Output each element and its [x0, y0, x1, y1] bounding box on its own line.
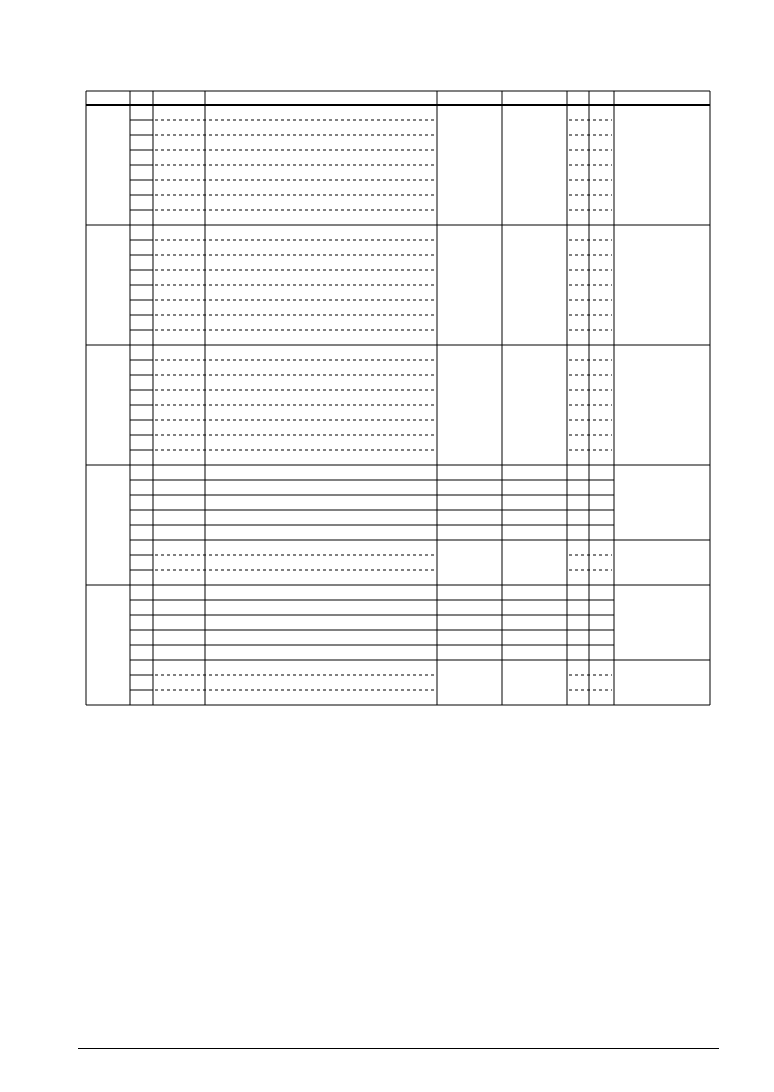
- footer-rule: [78, 1048, 719, 1049]
